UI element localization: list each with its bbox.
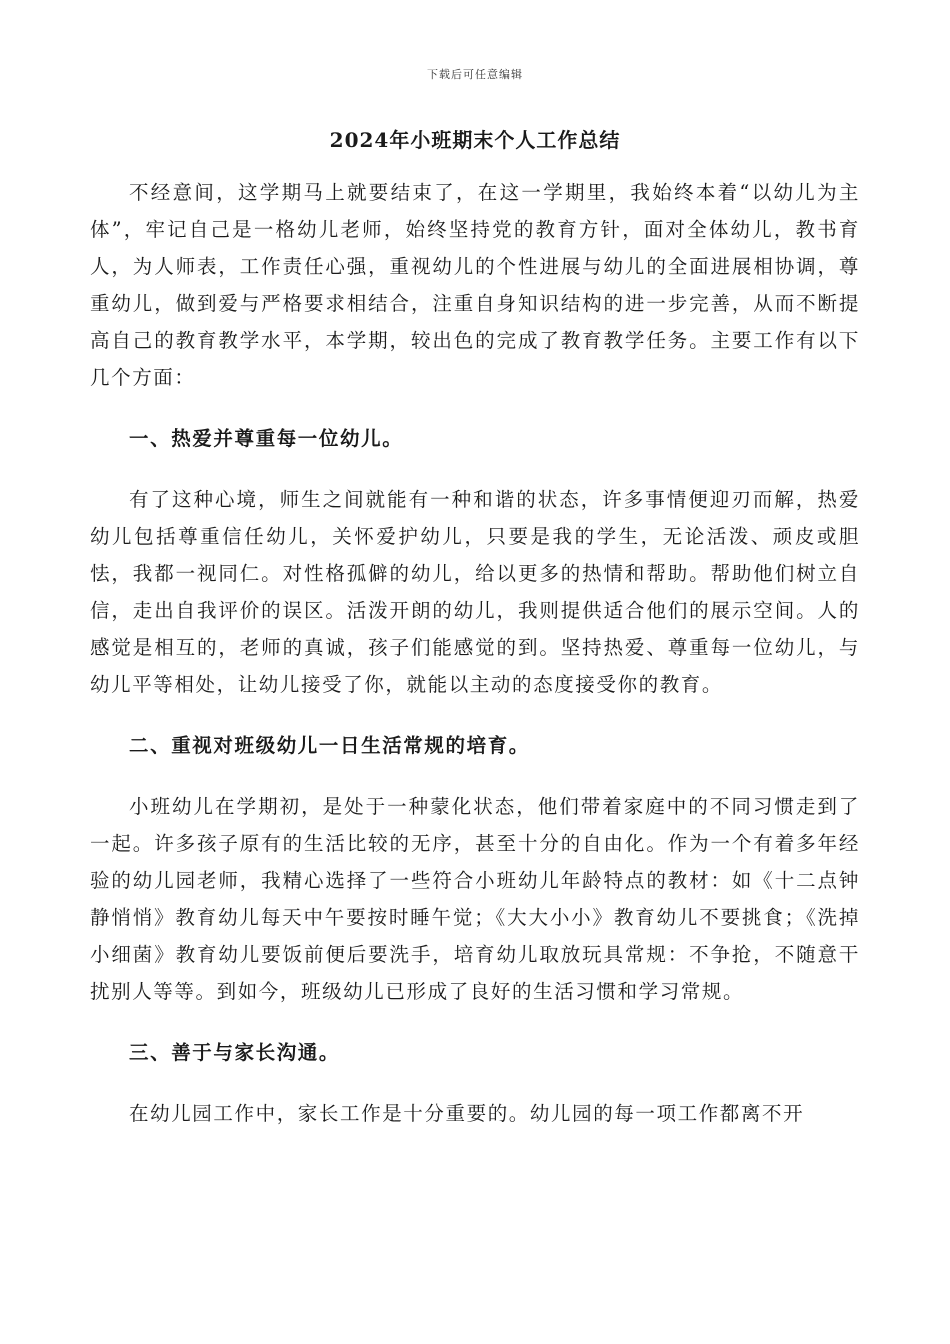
section-3-heading: 三、善于与家长沟通。 <box>129 1041 341 1064</box>
section-2-heading: 二、重视对班级幼儿一日生活常规的培育。 <box>129 734 530 757</box>
document-body <box>90 174 860 1132</box>
section-3-paragraph: 在幼儿园工作中，家长工作是十分重要的。幼儿园的每一项工作都离不开 <box>129 1102 805 1125</box>
intro-paragraph: 不经意间，这学期马上就要结束了，在这一学期里，我始终本着“以幼儿为主体”，牢记自己是一格幼儿老师，始终坚持党的教育方针，面对全体幼儿，教书育人，为人师表，工作责任心强，重视幼儿的个性进展与幼儿的全面进展相协调，尊重幼儿，做到爱与严格要求相结合，注重自身知识结构的进一步完善，从而不断提高自己的教育教学水平，本学期，较出色的完成了教育教学任务。主要工作有以下几个方面： <box>90 181 860 389</box>
section-1-heading: 一、热爱并尊重每一位幼儿。 <box>129 427 404 450</box>
page-title: 2024年小班期末个人工作总结 <box>329 128 621 152</box>
header-note: 下载后可任意编辑 <box>427 68 523 81</box>
section-1-paragraph: 有了这种心境，师生之间就能有一种和谐的状态，许多事情便迎刃而解，热爱幼儿包括尊重信任幼儿，关怀爱护幼儿，只要是我的学生，无论活泼、顽皮或胆怯，我都一视同仁。对性格孤僻的幼儿，给以更多的热情和帮助。帮助他们树立自信，走出自我评价的误区。活泼开朗的幼儿，我则提供适合他们的展示空间。人的感觉是相互的，老师的真诚，孩子们能感觉的到。坚持热爱、尊重每一位幼儿，与幼儿平等相处，让幼儿接受了你，就能以主动的态度接受你的教育。 <box>90 488 860 696</box>
section-2-paragraph: 小班幼儿在学期初，是处于一种蒙化状态，他们带着家庭中的不同习惯走到了一起。许多孩子原有的生活比较的无序，甚至十分的自由化。作为一个有着多年经验的幼儿园老师，我精心选择了一些符合小班幼儿年龄特点的教材：如《十二点钟静悄悄》教育幼儿每天中午要按时睡午觉；《大大小小》教育幼儿不要挑食；《洗掉小细菌》教育幼儿要饭前便后要洗手，培育幼儿取放玩具常规：不争抢，不随意干扰别人等等。到如今，班级幼儿已形成了良好的生活习惯和学习常规。 <box>90 795 860 1003</box>
